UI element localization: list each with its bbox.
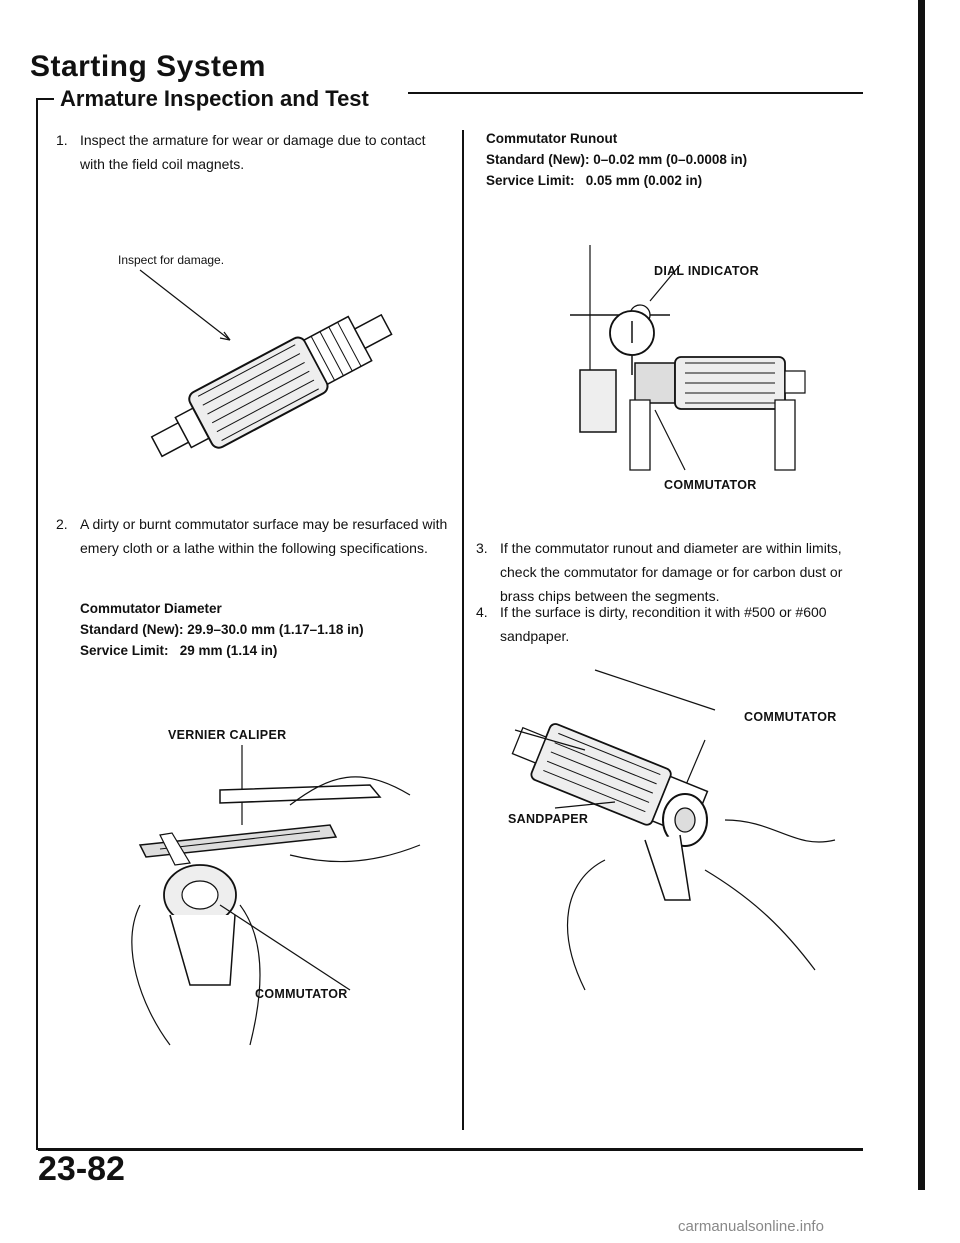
runout-spec-standard: Standard (New): 0–0.02 mm (0–0.0008 in) <box>486 152 748 167</box>
column-divider <box>462 130 464 1130</box>
sandpaper-commutator-label: COMMUTATOR <box>744 710 837 724</box>
step-4-number: 4. <box>476 604 488 620</box>
subtitle-left-tick <box>38 98 54 100</box>
dial-commutator-label: COMMUTATOR <box>664 478 757 492</box>
step-1-number: 1. <box>56 132 68 148</box>
step-3 <box>476 536 876 608</box>
runout-spec-heading: Commutator Runout <box>486 131 618 146</box>
step-4 <box>476 600 876 648</box>
vernier-caliper-label: VERNIER CALIPER <box>168 728 287 742</box>
runout-spec-service: Service Limit: 0.05 mm (0.002 in) <box>486 173 703 188</box>
dial-indicator-illustration <box>560 245 820 480</box>
diameter-spec <box>80 598 460 661</box>
fig1-label: Inspect for damage. <box>118 253 225 267</box>
step-2-number: 2. <box>56 516 68 532</box>
page-number: 23-82 <box>38 1150 125 1188</box>
step-4-text: If the surface is dirty, recondition it with #500 or #600 sandpaper. <box>500 604 827 644</box>
footer-rule <box>38 1148 863 1151</box>
step-3-text: If the commutator runout and diameter are within limits, check the commutator for damage or for carbon dust or brass chips between the segments. <box>500 540 843 604</box>
diameter-spec-service: Service Limit: 29 mm (1.14 in) <box>80 643 278 658</box>
step-1 <box>56 128 451 176</box>
armature-illustration <box>130 270 430 480</box>
sandpaper-label: SANDPAPER <box>508 812 589 826</box>
watermark: carmanualsonline.info <box>678 1218 824 1235</box>
header-rule <box>408 92 863 94</box>
step-2-text: A dirty or burnt commutator surface may be resurfaced with emery cloth or a lathe within the following specifications. <box>80 516 448 556</box>
right-edge-bar <box>918 0 925 1190</box>
dial-indicator-label: DIAL INDICATOR <box>654 264 759 278</box>
left-frame-rule <box>36 98 38 1150</box>
section-subtitle: Armature Inspection and Test <box>60 86 369 111</box>
step-3-number: 3. <box>476 540 488 556</box>
sandpaper-illustration <box>495 670 855 1000</box>
caliper-commutator-label: COMMUTATOR <box>255 987 348 1001</box>
step-2 <box>56 512 451 560</box>
diameter-spec-standard: Standard (New): 29.9–30.0 mm (1.17–1.18 in) <box>80 622 364 637</box>
step-1-text: Inspect the armature for wear or damage due to contact with the field coil magnets. <box>80 132 426 172</box>
diameter-spec-heading: Commutator Diameter <box>80 601 222 616</box>
runout-spec <box>486 128 886 191</box>
page-title: Starting System <box>30 50 266 83</box>
